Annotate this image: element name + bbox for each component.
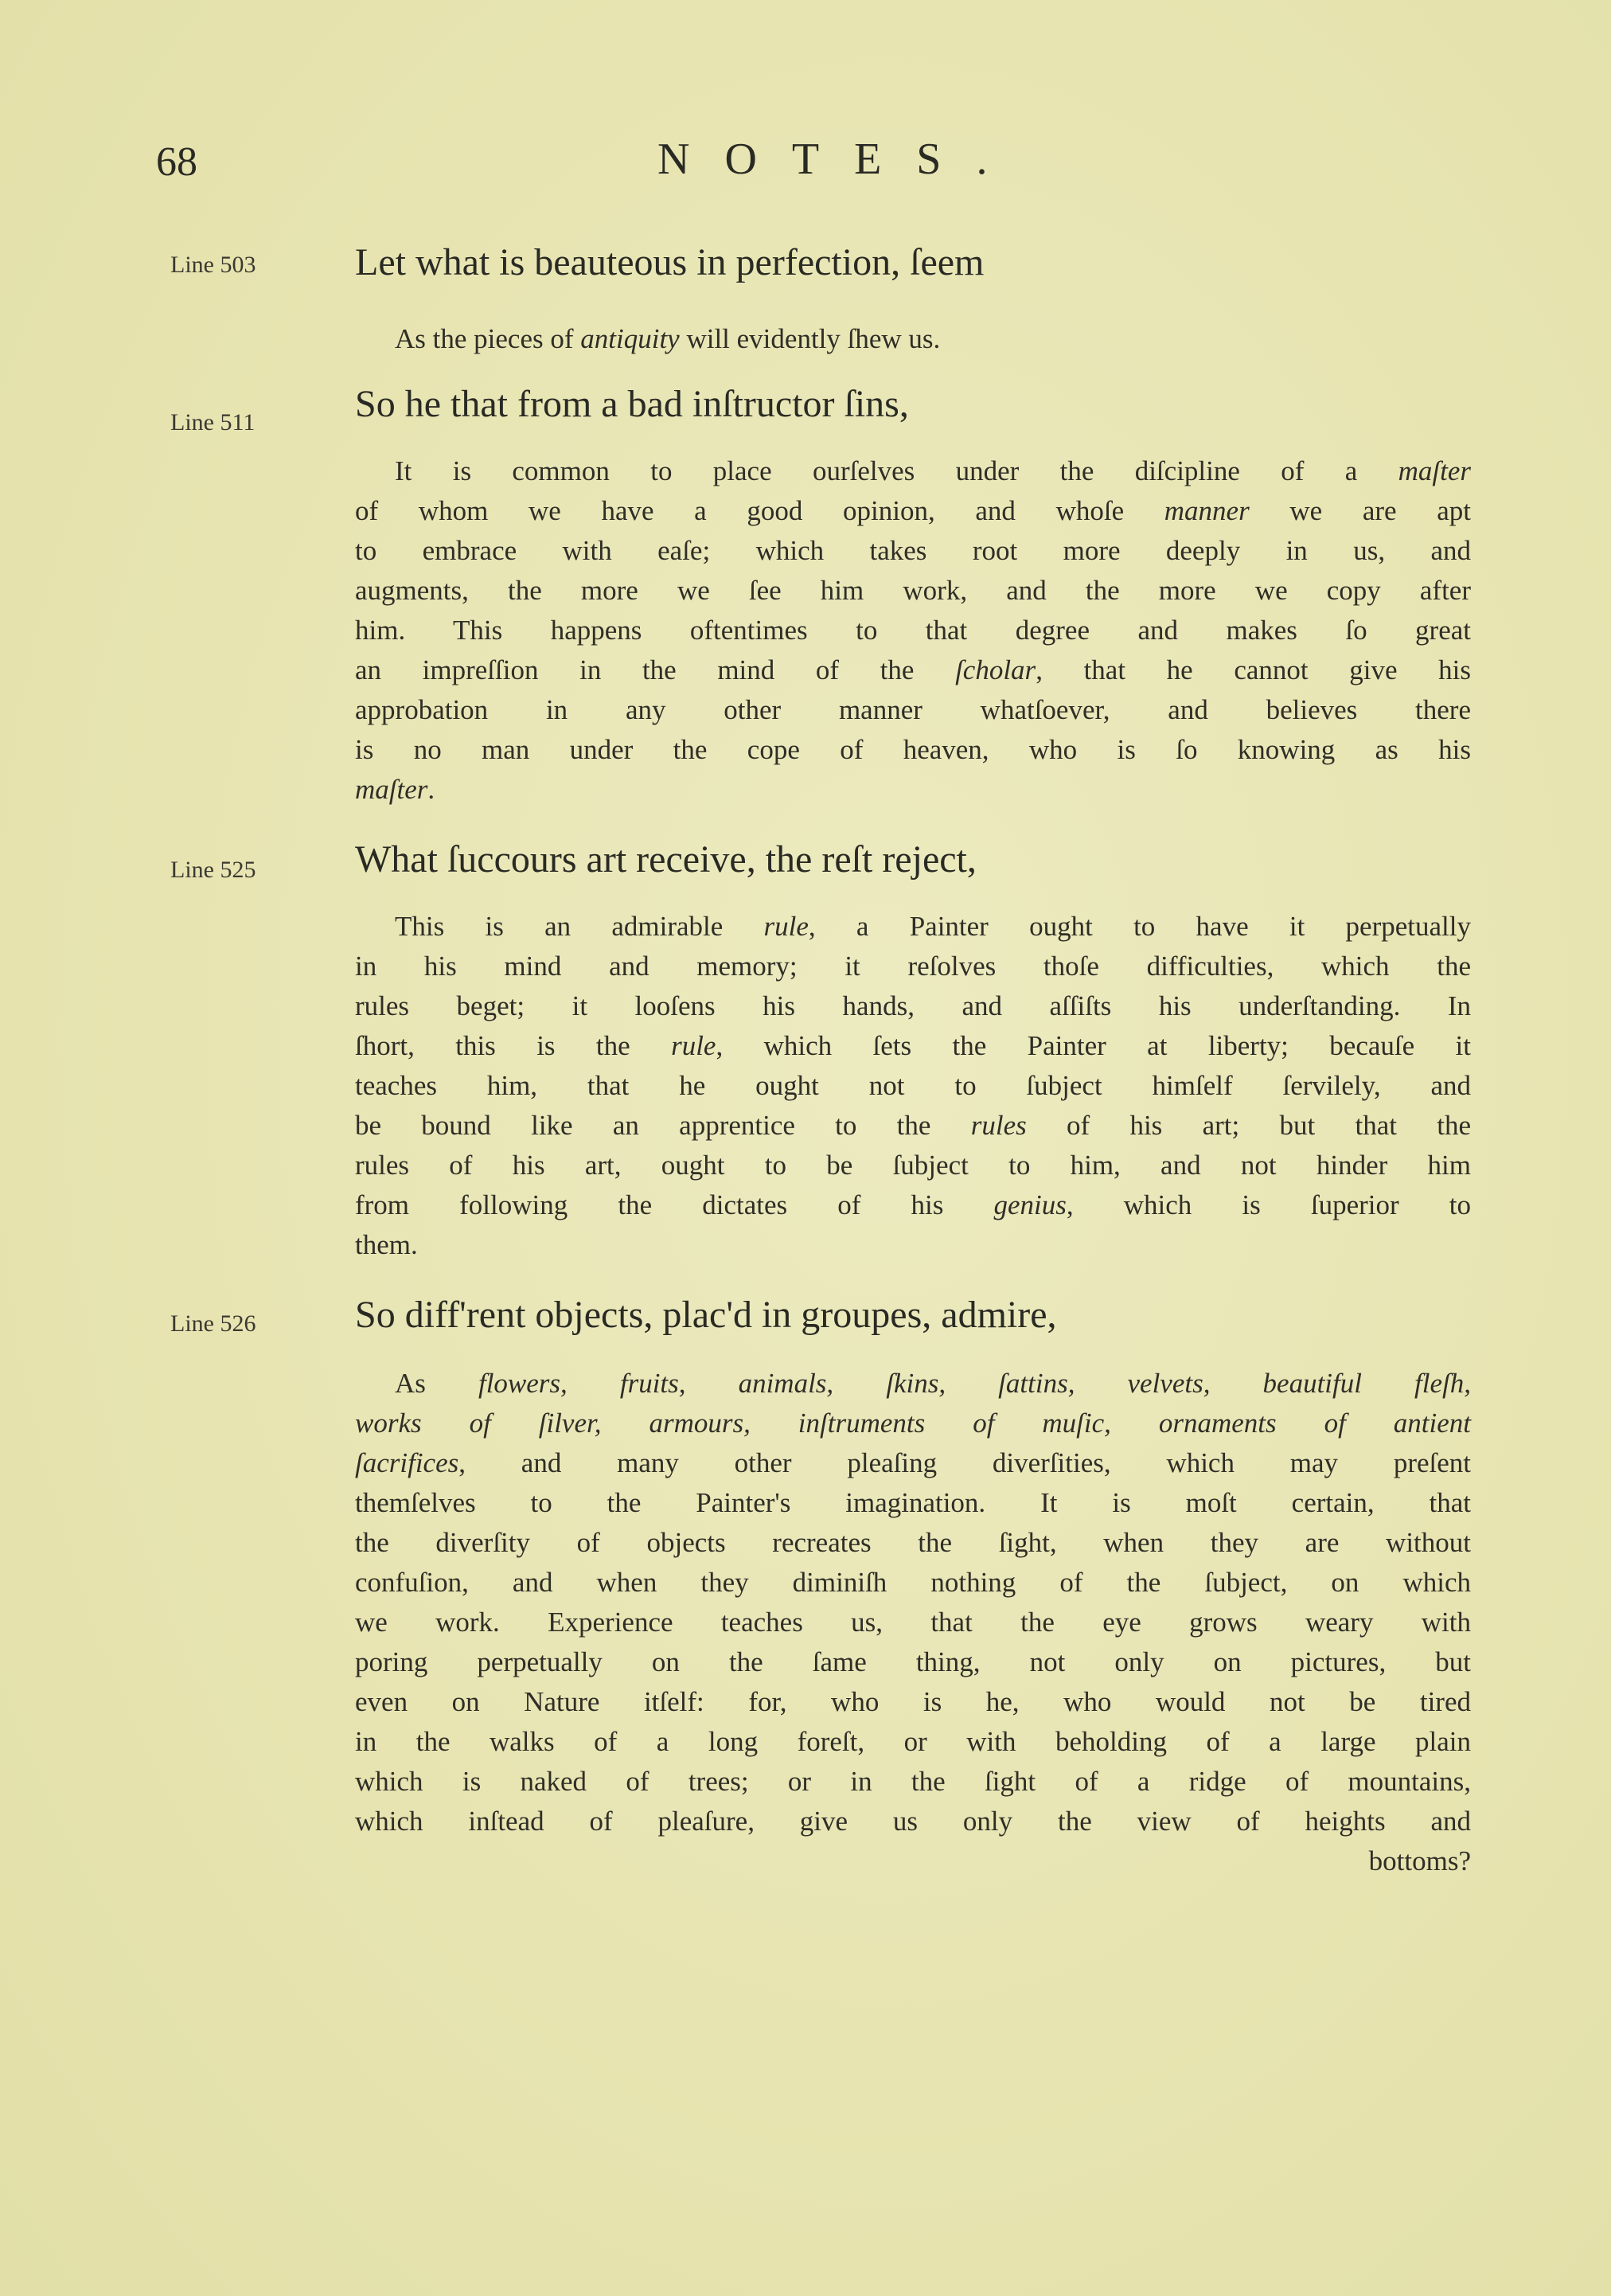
note-text-line (355, 1231, 1471, 1259)
note-text-line (355, 537, 1471, 564)
italic-text-run: rule (763, 911, 809, 942)
note-text-line (355, 1688, 1471, 1716)
text-run: be bound like an apprentice to the (355, 1110, 971, 1141)
note-text-line (355, 1608, 1471, 1636)
text-run: As (395, 1368, 478, 1399)
text-run: , a Painter ought to have it perpetually (808, 911, 1471, 942)
note-text-line (355, 992, 1471, 1020)
note-text-line (395, 912, 1471, 940)
note-text-line (355, 1151, 1471, 1179)
text-run: teaches him, that he ought not to ſubject himſelf ſervilely, and (355, 1070, 1471, 1101)
note-text-line (355, 1072, 1471, 1099)
text-run: , that he cannot give his (1036, 654, 1471, 685)
text-run: them. (355, 1229, 418, 1260)
note-text-line (355, 616, 1471, 644)
italic-text-run: ſcholar (955, 654, 1036, 685)
text-run: themſelves to the Painter's imagination. It is moſt certain, that (355, 1487, 1471, 1518)
text-run: which inſtead of pleaſure, give us only the view of heights and (355, 1806, 1471, 1837)
italic-text-run: maſter (1398, 455, 1471, 486)
text-run: in his mind and memory; it reſolves thoſe difficulties, which the (355, 951, 1471, 982)
line-reference: Line 526 (170, 1310, 256, 1337)
text-run: even on Nature itſelf: for, who is he, who would not be tired (355, 1686, 1471, 1717)
verse-heading: So he that from a bad inſtructor ſins, (355, 383, 909, 425)
text-run: the diverſity of objects recreates the ſight, when they are without (355, 1527, 1471, 1558)
note-text-line (395, 457, 1471, 485)
note-text-line (355, 1807, 1471, 1835)
text-run: an impreſſion in the mind of the (355, 654, 956, 685)
text-run: ſhort, this is the (355, 1030, 672, 1061)
text-run: , which is ſuperior to (1066, 1189, 1472, 1220)
italic-text-run: genius (993, 1189, 1067, 1220)
text-run: rules beget; it looſens his hands, and aſſiſts his underſtanding. In (355, 990, 1471, 1021)
note-text-line (355, 1847, 1471, 1875)
note-text-line (355, 1489, 1471, 1517)
note-text-line (355, 1767, 1471, 1795)
note-text-line (395, 1369, 1471, 1397)
text-run: which is naked of trees; or in the ſight of a ridge of mountains, (355, 1766, 1471, 1797)
note-text-line (355, 1529, 1471, 1556)
note-text-line (355, 696, 1471, 724)
note-text-line (355, 656, 1471, 684)
note-text-line (355, 1568, 1471, 1596)
text-run: of his art; but that the (1026, 1110, 1472, 1141)
italic-text-run: flowers, fruits, animals, ſkins, ſattins, velvets, beautiful fleſh, (478, 1368, 1471, 1399)
italic-text-run: manner (1164, 495, 1250, 526)
line-reference: Line 503 (170, 252, 256, 278)
running-head: NOTES. (657, 135, 1023, 184)
text-run: confuſion, and when they diminiſh nothing of the ſubject, on which (355, 1567, 1471, 1598)
text-run: we work. Experience teaches us, that the eye grows weary with (355, 1607, 1471, 1638)
note-text-line (355, 1449, 1471, 1477)
text-run: approbation in any other manner whatſoever, and believes there (355, 694, 1471, 725)
text-run: is no man under the cope of heaven, who is ſo knowing as his (355, 734, 1471, 765)
text-run: poring perpetually on the ſame thing, not only on pictures, but (355, 1646, 1471, 1677)
text-run: augments, the more we ſee him work, and the more we copy after (355, 575, 1471, 606)
verse-heading: Let what is beauteous in perfection, ſeem (355, 241, 985, 283)
text-run: It is common to place ourſelves under the diſcipline of a (395, 455, 1398, 486)
verse-heading: What ſuccours art receive, the reſt reject, (355, 838, 977, 881)
note-text-line (355, 952, 1471, 980)
note-text-line (355, 1111, 1471, 1139)
note-text-line (355, 1409, 1471, 1437)
note-text-line (355, 775, 1471, 803)
text-run: , and many other pleaſing diverſities, which may preſent (458, 1447, 1471, 1478)
text-run: rules of his art, ought to be ſubject to him, and not hinder him (355, 1150, 1471, 1181)
text-run: to embrace with eaſe; which takes root more deeply in us, and (355, 535, 1471, 566)
note-text-line (355, 1648, 1471, 1676)
note-text-line (355, 497, 1471, 525)
note-text-line (355, 736, 1471, 763)
text-run: This is an admirable (395, 911, 764, 942)
line-reference: Line 511 (170, 409, 255, 435)
text-run: him. This happens oftentimes to that degree and makes ſo great (355, 615, 1471, 646)
text-run: of whom we have a good opinion, and whoſe (355, 495, 1164, 526)
note-text-line (355, 1728, 1471, 1755)
page-number: 68 (156, 139, 197, 185)
text-run: we are apt (1249, 495, 1471, 526)
note-text-line (355, 1191, 1471, 1219)
italic-text-run: antiquity (580, 323, 680, 354)
note-text-line (355, 1032, 1471, 1060)
italic-text-run: works of ſilver, armours, inſtruments of muſic, ornaments of antient (355, 1408, 1471, 1439)
note-text-line (355, 576, 1471, 604)
text-run: in the walks of a long foreſt, or with beholding of a large plain (355, 1726, 1471, 1757)
text-run: from following the dictates of his (355, 1189, 994, 1220)
text-run: As the pieces of (395, 323, 581, 354)
note-text-line (395, 325, 1471, 353)
verse-heading: So diff'rent objects, plac'd in groupes, admire, (355, 1294, 1057, 1336)
text-run: , which ſets the Painter at liberty; becauſe it (716, 1030, 1471, 1061)
text-run: . (427, 774, 435, 805)
italic-text-run: rules (970, 1110, 1027, 1141)
text-run: will evidently ſhew us. (679, 323, 941, 354)
line-reference: Line 525 (170, 857, 256, 883)
italic-text-run: rule (671, 1030, 716, 1061)
italic-text-run: maſter (355, 774, 428, 805)
text-run: bottoms? (1368, 1845, 1471, 1876)
italic-text-run: ſacrifices (355, 1447, 459, 1478)
